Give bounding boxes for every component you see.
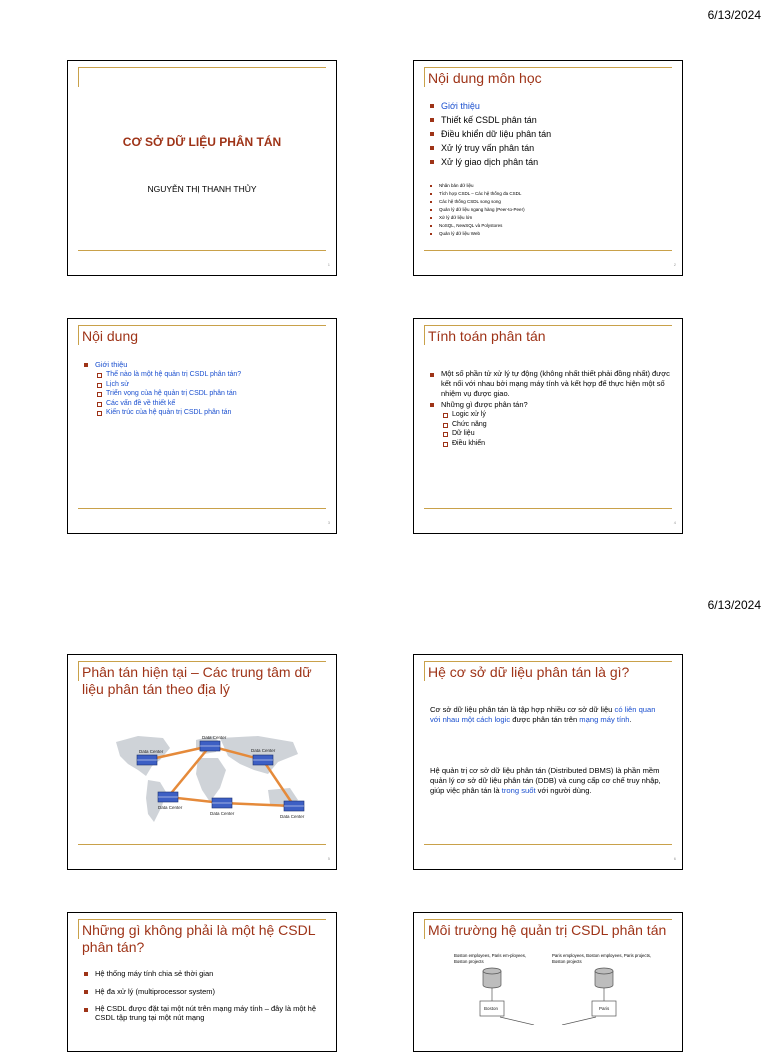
list-item [428, 399, 672, 448]
accent-line [78, 325, 326, 326]
text-run: Cơ sở dữ liệu phân tán là tập hợp nhiều cơ sở dữ liệu [430, 705, 615, 714]
list-item: NoSQL, NewSQL và Polystores [428, 222, 672, 230]
list-item: Tích hợp CSDL – Các hệ thống đa CSDL [428, 190, 672, 198]
list-item: Xử lý dữ liệu lớn [428, 214, 672, 222]
accent-line [424, 661, 672, 662]
list-item-label: Những gì được phân tán? [441, 400, 528, 409]
accent-line [424, 325, 425, 345]
list-item: Hệ thống máy tính chia sẻ thời gian [82, 968, 326, 979]
list-item: Quản lý dữ liệu ngang hàng (Peer-to-Peer) [428, 206, 672, 214]
dc-label: Data Center [139, 749, 164, 754]
sub-item: Triển vọng của hệ quản trị CSDL phân tán [97, 389, 326, 399]
sub-list [97, 370, 326, 418]
ddbms-paragraph [430, 766, 668, 796]
page-date: 6/13/2024 [707, 598, 761, 612]
list-item: Quản lý dữ liệu Web [428, 230, 672, 238]
page-number: 4 [673, 520, 676, 525]
page-number: 3 [327, 520, 330, 525]
sub-item: Thế nào là một hệ quản trị CSDL phân tán? [97, 370, 326, 380]
sub-item: Dữ liệu [443, 429, 672, 439]
sub-item: Chức năng [443, 420, 672, 430]
dc-label: Data Center [202, 735, 227, 740]
db-caption: Paris employees, Boston employees, Paris projects, Boston projects [552, 953, 652, 964]
accent-line [78, 67, 326, 68]
slide-title: Những gì không phải là một hệ CSDL phân tán? [82, 922, 315, 955]
node-label: Paris [599, 1006, 610, 1011]
sub-item: Điều khiển [443, 439, 672, 449]
main-list [428, 99, 672, 169]
page-number: 2 [673, 262, 676, 267]
text-run: với người dùng. [535, 786, 592, 795]
slide-7 [67, 912, 337, 1052]
sub-item: Logic xử lý [443, 410, 672, 420]
list-item: Hệ đa xử lý (multiprocessor system) [82, 986, 326, 997]
highlight-text: trong suốt [501, 786, 536, 795]
accent-line [78, 919, 326, 920]
list-item: Xử lý giao dịch phân tán [428, 155, 672, 169]
list-item: Xử lý truy vấn phân tán [428, 141, 672, 155]
main-list [428, 369, 672, 448]
slide-title: Nội dung [82, 328, 139, 344]
list-item: Nhân bản dữ liệu [428, 182, 672, 190]
db-caption: Boston employees, Paris em-ployees, Boston projects [454, 953, 527, 964]
list-item [82, 359, 326, 418]
slide-2 [413, 60, 683, 276]
slide-title: Phân tán hiện tại – Các trung tâm dữ liệu phân tán theo địa lý [82, 664, 312, 697]
main-list [82, 359, 326, 418]
list-item: Hệ CSDL được đặt tại một nút trên mạng máy tính – đây là một hệ CSDL tập trung tại một nút mạng [82, 1004, 326, 1022]
accent-line [424, 508, 672, 509]
slide-title: CƠ SỞ DỮ LIỆU PHÂN TÁN [122, 135, 282, 149]
accent-line [78, 661, 79, 681]
page-date: 6/13/2024 [707, 8, 761, 22]
slide-8 [413, 912, 683, 1052]
node-label: Boston [484, 1006, 499, 1011]
accent-line [78, 250, 326, 251]
highlight-text: mạng máy tính [579, 715, 630, 724]
slide-author: NGUYỄN THỊ THANH THỦY [147, 184, 257, 194]
list-item: Các hệ thống CSDL song song [428, 198, 672, 206]
page-number: 5 [327, 856, 330, 861]
list-item: Thiết kế CSDL phân tán [428, 113, 672, 127]
accent-line [424, 67, 425, 87]
slide-title: Môi trường hệ quản trị CSDL phân tán [428, 922, 667, 938]
accent-line [78, 844, 326, 845]
text-run: . [629, 715, 632, 724]
accent-line [424, 67, 672, 68]
accent-line [424, 919, 672, 920]
list-item-label: Giới thiệu [95, 360, 128, 369]
slide-title: Nội dung môn học [428, 70, 542, 86]
slide-title: Hệ cơ sở dữ liệu phân tán là gì? [428, 664, 630, 680]
slide-4 [413, 318, 683, 534]
accent-line [424, 325, 672, 326]
accent-line [78, 661, 326, 662]
sub-list [443, 410, 672, 448]
network-diagram [414, 963, 683, 1025]
accent-line [424, 919, 425, 939]
world-map-image [108, 730, 308, 830]
text-run: Hệ quản trị cơ sở dữ liệu phân tán (Distributed DBMS) là phần mềm quản lý cơ sở dữ liệu phân tán (DDB) và cung cấp cơ chế truy nhập, giúp việc phân tán là [430, 766, 661, 795]
slide-5 [67, 654, 337, 870]
accent-line [424, 844, 672, 845]
sub-item: Lịch sử [97, 380, 326, 390]
list-item: Điều khiển dữ liệu phân tán [428, 127, 672, 141]
accent-line [78, 67, 79, 87]
dc-label: Data Center [251, 748, 276, 753]
accent-line [424, 661, 425, 681]
page-number: 1 [327, 262, 330, 267]
slide-3 [67, 318, 337, 534]
slide-title: Tính toán phân tán [428, 328, 546, 344]
highlight-text: có liên quan với nhau một cách logic [430, 705, 656, 724]
dc-label: Data Center [210, 811, 235, 816]
page-number: 6 [673, 856, 676, 861]
list-item: Một số phần tử xử lý tự động (không nhất thiết phải đồng nhất) được kết nối với nhau bởi mạng máy tính và kết hợp để thực hiện một số nhiệm vụ được giao. [428, 369, 672, 399]
sub-item: Các vấn đề về thiết kế [97, 399, 326, 409]
accent-line [424, 250, 672, 251]
accent-line [78, 325, 79, 345]
main-list [82, 968, 326, 1022]
dc-label: Data Center [280, 814, 305, 819]
sub-item: Kiến trúc của hệ quản trị CSDL phân tán [97, 408, 326, 418]
definition-paragraph [430, 705, 668, 725]
small-list [428, 182, 672, 238]
dc-label: Data Center [158, 805, 183, 810]
accent-line [78, 508, 326, 509]
slide-1 [67, 60, 337, 276]
list-item: Giới thiệu [428, 99, 672, 113]
slide-6 [413, 654, 683, 870]
text-run: được phân tán trên [510, 715, 580, 724]
accent-line [78, 919, 79, 939]
